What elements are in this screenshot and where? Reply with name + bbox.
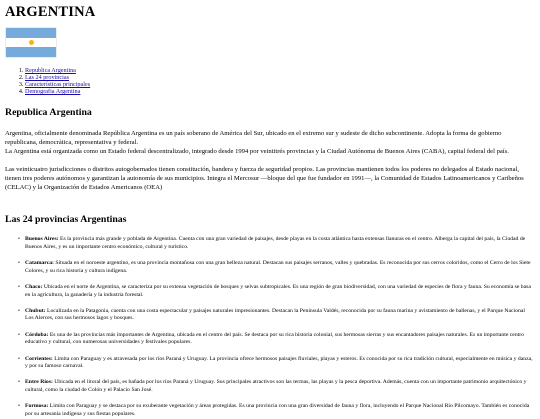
bullet-icon: • [18, 259, 20, 266]
bullet-icon: • [18, 379, 20, 386]
list-item [19, 308, 534, 323]
province-description: Es la provincia más grande y poblada de Argentina. Cuenta con una gran variedad de paisajes, desde playas en la costa atlántica hasta extensas llanuras en el centro. Alberga la capital del país, la Ciudad de Buenos Aires, y es un importante centro económico, cultural y turístico. [25, 236, 526, 250]
province-name: Chubut: [25, 307, 46, 314]
province-name: Chaco: [25, 283, 43, 290]
bullet-icon: • [18, 236, 20, 242]
toc-item [25, 74, 534, 81]
intro-sentence: Argentina, oficialmente denominada República Argentina es un país soberano de América del Sur, ubicado en el extremo sur y sudeste de dicho subcontinente. Adopta la forma de gobierno republicana, democrática, representativa y federal. [5, 130, 502, 146]
toc-item [25, 67, 534, 74]
province-name: Buenos Aires: [25, 236, 59, 242]
toc-link-demografia[interactable]: Demografia Argentina [25, 88, 81, 95]
province-description: Ubicada en el litoral del país, es bañada por los ríos Paraná y Uruguay. Sus principales atractivos son las termas, las playas y la pesca deportiva. Además, cuenta con un importante patrimonio arquitectónico y cultural, como la ciudad de Colón y el Palacio San José. [25, 379, 527, 394]
provinces-list [5, 236, 534, 419]
bullet-icon: • [18, 331, 20, 338]
province-description: Situada en el noroeste argentino, es una provincia montañosa con una gran belleza natural. Destacan sus paisajes serranos, valles y quebradas. Es reconocida por sus cerros coloridos, como el Cerro de los Siete Colores, y su rica historia y cultura indígena. [25, 259, 531, 274]
bullet-icon: • [18, 307, 20, 314]
bullet-icon: • [18, 355, 20, 362]
section-provincias [5, 214, 534, 419]
province-description: Limita con Paraguay y se destaca por su exuberante vegetación y áreas protegidas. Es una provincia con una gran diversidad de fauna y flora, incluyendo el Parque Nacional Río Pilcomayo. También es conocida por su artesanía indígena y sus fiestas populares. [25, 403, 530, 418]
flag-top-band [6, 28, 56, 38]
bullet-icon: • [18, 283, 20, 290]
argentina-flag [6, 28, 56, 57]
list-item [19, 284, 534, 299]
bullet-icon: • [18, 403, 20, 410]
jurisdictions-paragraph: Las veinticuatro jurisdicciones o distritos autogobernados tienen constitución, bandera y fuerza de seguridad propios. Las provincias mantienen todos los poderes no delegados al Estado nacional, tienen tres poderes autónomos y garantizan la autonomía de sus municipios. Integra el Mercosur —bloque del que fue fundador en 1991—, la Comunidad de Estados Latinoamericanos y Caribeños (CELAC) y la Organización de Estados Americanos (OEA) [5, 166, 524, 191]
list-item [19, 379, 534, 394]
sun-of-may-icon [29, 40, 34, 45]
province-description: Limita con Paraguay y es atravesada por los ríos Paraná y Uruguay. La provincia ofrece hermosos paisajes fluviales, playas y esteros. Es conocida por su rica tradición cultural, especialmente en música y danza, y por su famoso carnaval. [25, 355, 533, 370]
province-name: Catamarca: [25, 259, 54, 266]
province-name: Entre Ríos: [25, 379, 53, 386]
intro-paragraph [5, 129, 534, 156]
section-heading: Republica Argentina [5, 107, 92, 118]
list-item [19, 403, 534, 418]
province-name: Formosa: [25, 403, 49, 410]
province-description: Es una de las provincias más importantes de Argentina, ubicada en el centro del país. Se destaca por su rica historia colonial, sus hermosas sierras y sus encantadores paisajes naturales. Es un importante centro educativo y cultural, con numerosas universidades y festivales populares. [25, 331, 524, 346]
section-republica [5, 107, 534, 192]
flag-bottom-band [6, 47, 56, 57]
federal-sentence: La Argentina está organizada como un Estado federal descentralizado, integrado desde 1994 por veintitrés provincias y la Ciudad Autónoma de Buenos Aires (CABA), capital federal del país. [5, 148, 509, 155]
province-description: Localizada en la Patagonia, cuenta con una costa espectacular y paisajes naturales impresionantes. Destacan la Península Valdés, reconocida por su fauna marina y avistamiento de ballenas, y el Parque Nacional Los Alerces, con sus hermosos lagos y bosques. [25, 307, 525, 322]
toc-link-provincias[interactable]: Las 24 provincias [25, 74, 69, 81]
toc-link-caracteristicas[interactable]: Características principales [25, 81, 91, 88]
province-name: Córdoba: [25, 331, 49, 338]
toc-link-republica[interactable]: Republica Argentina [25, 67, 76, 74]
toc-item [25, 88, 534, 95]
page-title: ARGENTINA [5, 4, 96, 20]
list-item [19, 356, 534, 371]
toc-item [25, 81, 534, 88]
province-description: Ubicada en el norte de Argentina, se caracteriza por su extensa vegetación de bosques y selvas subtropicales. Es una región de gran biodiversidad, con una variedad de especies de flora y fauna. Su economía se basa en la agricultura, la ganadería y la industria forestal. [25, 283, 531, 298]
section-heading: Las 24 provincias Argentinas [5, 214, 127, 225]
list-item [19, 260, 534, 275]
list-item [19, 236, 534, 251]
table-of-contents [5, 67, 534, 95]
province-name: Corrientes: [25, 355, 53, 362]
list-item [19, 332, 534, 347]
